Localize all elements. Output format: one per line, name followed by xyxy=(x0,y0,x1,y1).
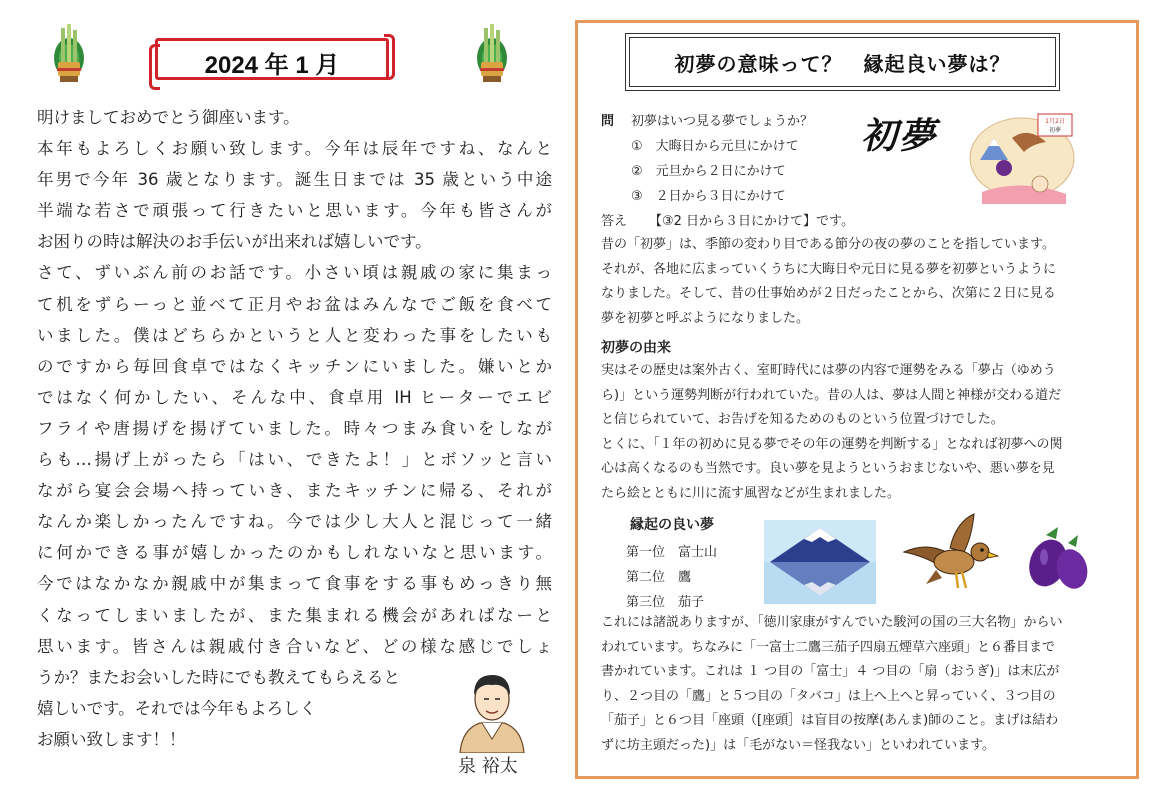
letter-line: フライや唐揚げを揚げていました。時々つまみ食いをしなが xyxy=(37,418,552,438)
dream-card-title: 初夢 xyxy=(1048,127,1062,134)
hatsuyume-heading-box xyxy=(625,33,1060,91)
question-label: 問 xyxy=(601,114,615,129)
origin-line: とくに、「１年の初めに見る夢でその年の運勢を判断する」となれば初夢への関 xyxy=(601,436,1063,452)
letter-line: のですから毎回食卓ではなくキッチンにいました。嫌いとか xyxy=(37,356,552,376)
closing-line: われています。ちなみに「一富士二鷹三茄子四扇五煙草六座頭」と６番目まで xyxy=(601,639,1055,655)
letter-line: ながら宴会会場へ持っていき、またキッチンに帰る、それが xyxy=(37,481,552,501)
answer-option: ③ ２日から３日にかけて xyxy=(631,189,786,204)
intro-line: 昔の「初夢」は、季節の変わり目である節分の夜の夢のことを指しています。 xyxy=(601,237,1055,252)
new-year-letter xyxy=(37,102,552,755)
eggplant-icon xyxy=(1020,523,1094,591)
question-text: 初夢はいつ見る夢でしょうか？ xyxy=(631,114,814,129)
hawk-icon xyxy=(896,512,1004,598)
letter-line: 思います。皆さんは親戚付き合いなど、どの様な感じでしょ xyxy=(37,636,552,656)
kadomatsu-left-icon xyxy=(52,22,86,84)
intro-paragraph xyxy=(601,233,1120,331)
closing-line: 「茄子」と６つ目「座頭（[座頭］は盲目の按摩(あんま)師のこと。まげは結わ xyxy=(601,713,1059,729)
letter-line: 半端な若さで頑張って行きたいと思います。今年も皆さんが xyxy=(37,201,552,221)
title-scroll-banner xyxy=(155,38,389,80)
letter-line: 年男で今年 36 歳となります。誕生日までは 35 歳という中途 xyxy=(37,170,552,190)
hatsuyume-calligraphy: 初夢 xyxy=(861,115,938,157)
closing-line: ずに坊主頭だった)」は「毛がない＝怪我ない」といわれています。 xyxy=(601,737,996,753)
kadomatsu-right-icon xyxy=(475,22,509,84)
lucky-dream-heading: 縁起の良い夢 xyxy=(630,517,714,533)
origin-line: 心は高くなるのも当然です。良い夢を見ようというおまじないや、悪い夢を見 xyxy=(601,461,1055,477)
letter-line: て机をずらーっと並べて正月やお盆はみんなでご飯を食べて xyxy=(37,294,552,314)
letter-line: 嬉しいです。それでは今年もよろしく xyxy=(37,698,317,718)
dream-card-date: 1月2日 xyxy=(1045,118,1065,125)
answer-option: ② 元旦から２日にかけて xyxy=(631,164,786,179)
answer-option: ① 大晦日から元旦にかけて xyxy=(631,139,799,154)
author-name: 泉 裕太 xyxy=(458,756,518,777)
letter-line: に何かできる事が嬉しかったのかもしれないなと思います。 xyxy=(37,543,552,563)
letter-line: 今ではなかなか親戚中が集まって食事をする事もめっきり無 xyxy=(37,574,552,594)
letter-line: お困りの時は解決のお手伝いが出来れば嬉しいです。 xyxy=(37,232,432,252)
closing-line: これには諸説ありますが、「徳川家康がすんでいた駿河の国の三大名物」からい xyxy=(601,615,1063,630)
letter-line: いました。僕はどちらかというと人と変わった事をしたいも xyxy=(37,325,552,345)
rank-item: 第一位 富士山 xyxy=(626,545,718,560)
letter-line: 本年もよろしくお願い致します。今年は辰年ですね、なんと xyxy=(37,139,552,159)
origin-heading: 初夢の由来 xyxy=(601,340,671,356)
intro-line: なりました。そして、昔の仕事始めが２日だったことから、次第に２日に見る xyxy=(601,286,1056,302)
intro-line: それが、各地に広まっていくうちに大晦日や元日に見る夢を初夢というように xyxy=(601,261,1057,277)
origin-line: と信じられていて、お告げを知るためのものという位置づけでした。 xyxy=(601,412,1004,428)
closing-paragraph xyxy=(601,611,1120,759)
letter-line: さて、ずいぶん前のお話です。小さい頃は親戚の家に集まっ xyxy=(37,263,552,283)
letter-line: 明けましておめでとう御座います。 xyxy=(37,108,300,127)
origin-line: 実はその歴史は案外古く、室町時代には夢の内容で運勢をみる「夢占（ゆめう xyxy=(601,363,1056,378)
answer-label: 答え xyxy=(601,214,628,229)
answer-text: 【③2 日から３日にかけて】です。 xyxy=(649,214,855,229)
closing-line: り、２つ目の「鷹」と５つ目の「タバコ」は上へ上へと昇っていく、３つ目の xyxy=(601,688,1056,704)
origin-paragraph xyxy=(601,359,1120,507)
origin-line: たら絵とともに川に流す風習などが生まれました。 xyxy=(601,485,901,501)
page-title: 2024 年 1 月 xyxy=(204,52,340,79)
intro-line: 夢を初夢と呼ぶようになりました。 xyxy=(601,310,810,326)
letter-line: なんか楽しかったんですね。今では少し大人と混じって一緒 xyxy=(37,512,552,532)
letter-line: お願い致します！！ xyxy=(37,729,186,749)
rank-item: 第三位 茄子 xyxy=(626,595,705,610)
mount-fuji-icon xyxy=(764,520,876,604)
letter-line: らも…揚げ上がったら「はい、できたよ！」とボソッと言い xyxy=(37,450,552,470)
hatsuyume-heading: 初夢の意味って？ 縁起良い夢は？ xyxy=(674,52,1011,76)
letter-line: うか？またお会いした時にでも教えてもらえると xyxy=(37,667,400,687)
origin-line: ら)」という運勢判断が行われていた。昔の人は、夢は人間と神様が交わる道だ xyxy=(601,387,1062,403)
rank-item: 第二位 鷹 xyxy=(626,570,692,585)
letter-line: くなってしまいましたが、また集まれる機会があればなーと xyxy=(37,605,552,625)
author-portrait-icon xyxy=(452,667,532,753)
closing-line: 書かれています。これは １ つ目の「富士」４ つ目の「扇（おうぎ)」は末広が xyxy=(601,664,1060,680)
dream-illustration-icon xyxy=(962,108,1081,211)
letter-line: ではなく何かしたい、そんな中、食卓用 IH ヒーターでエビ xyxy=(37,387,552,407)
